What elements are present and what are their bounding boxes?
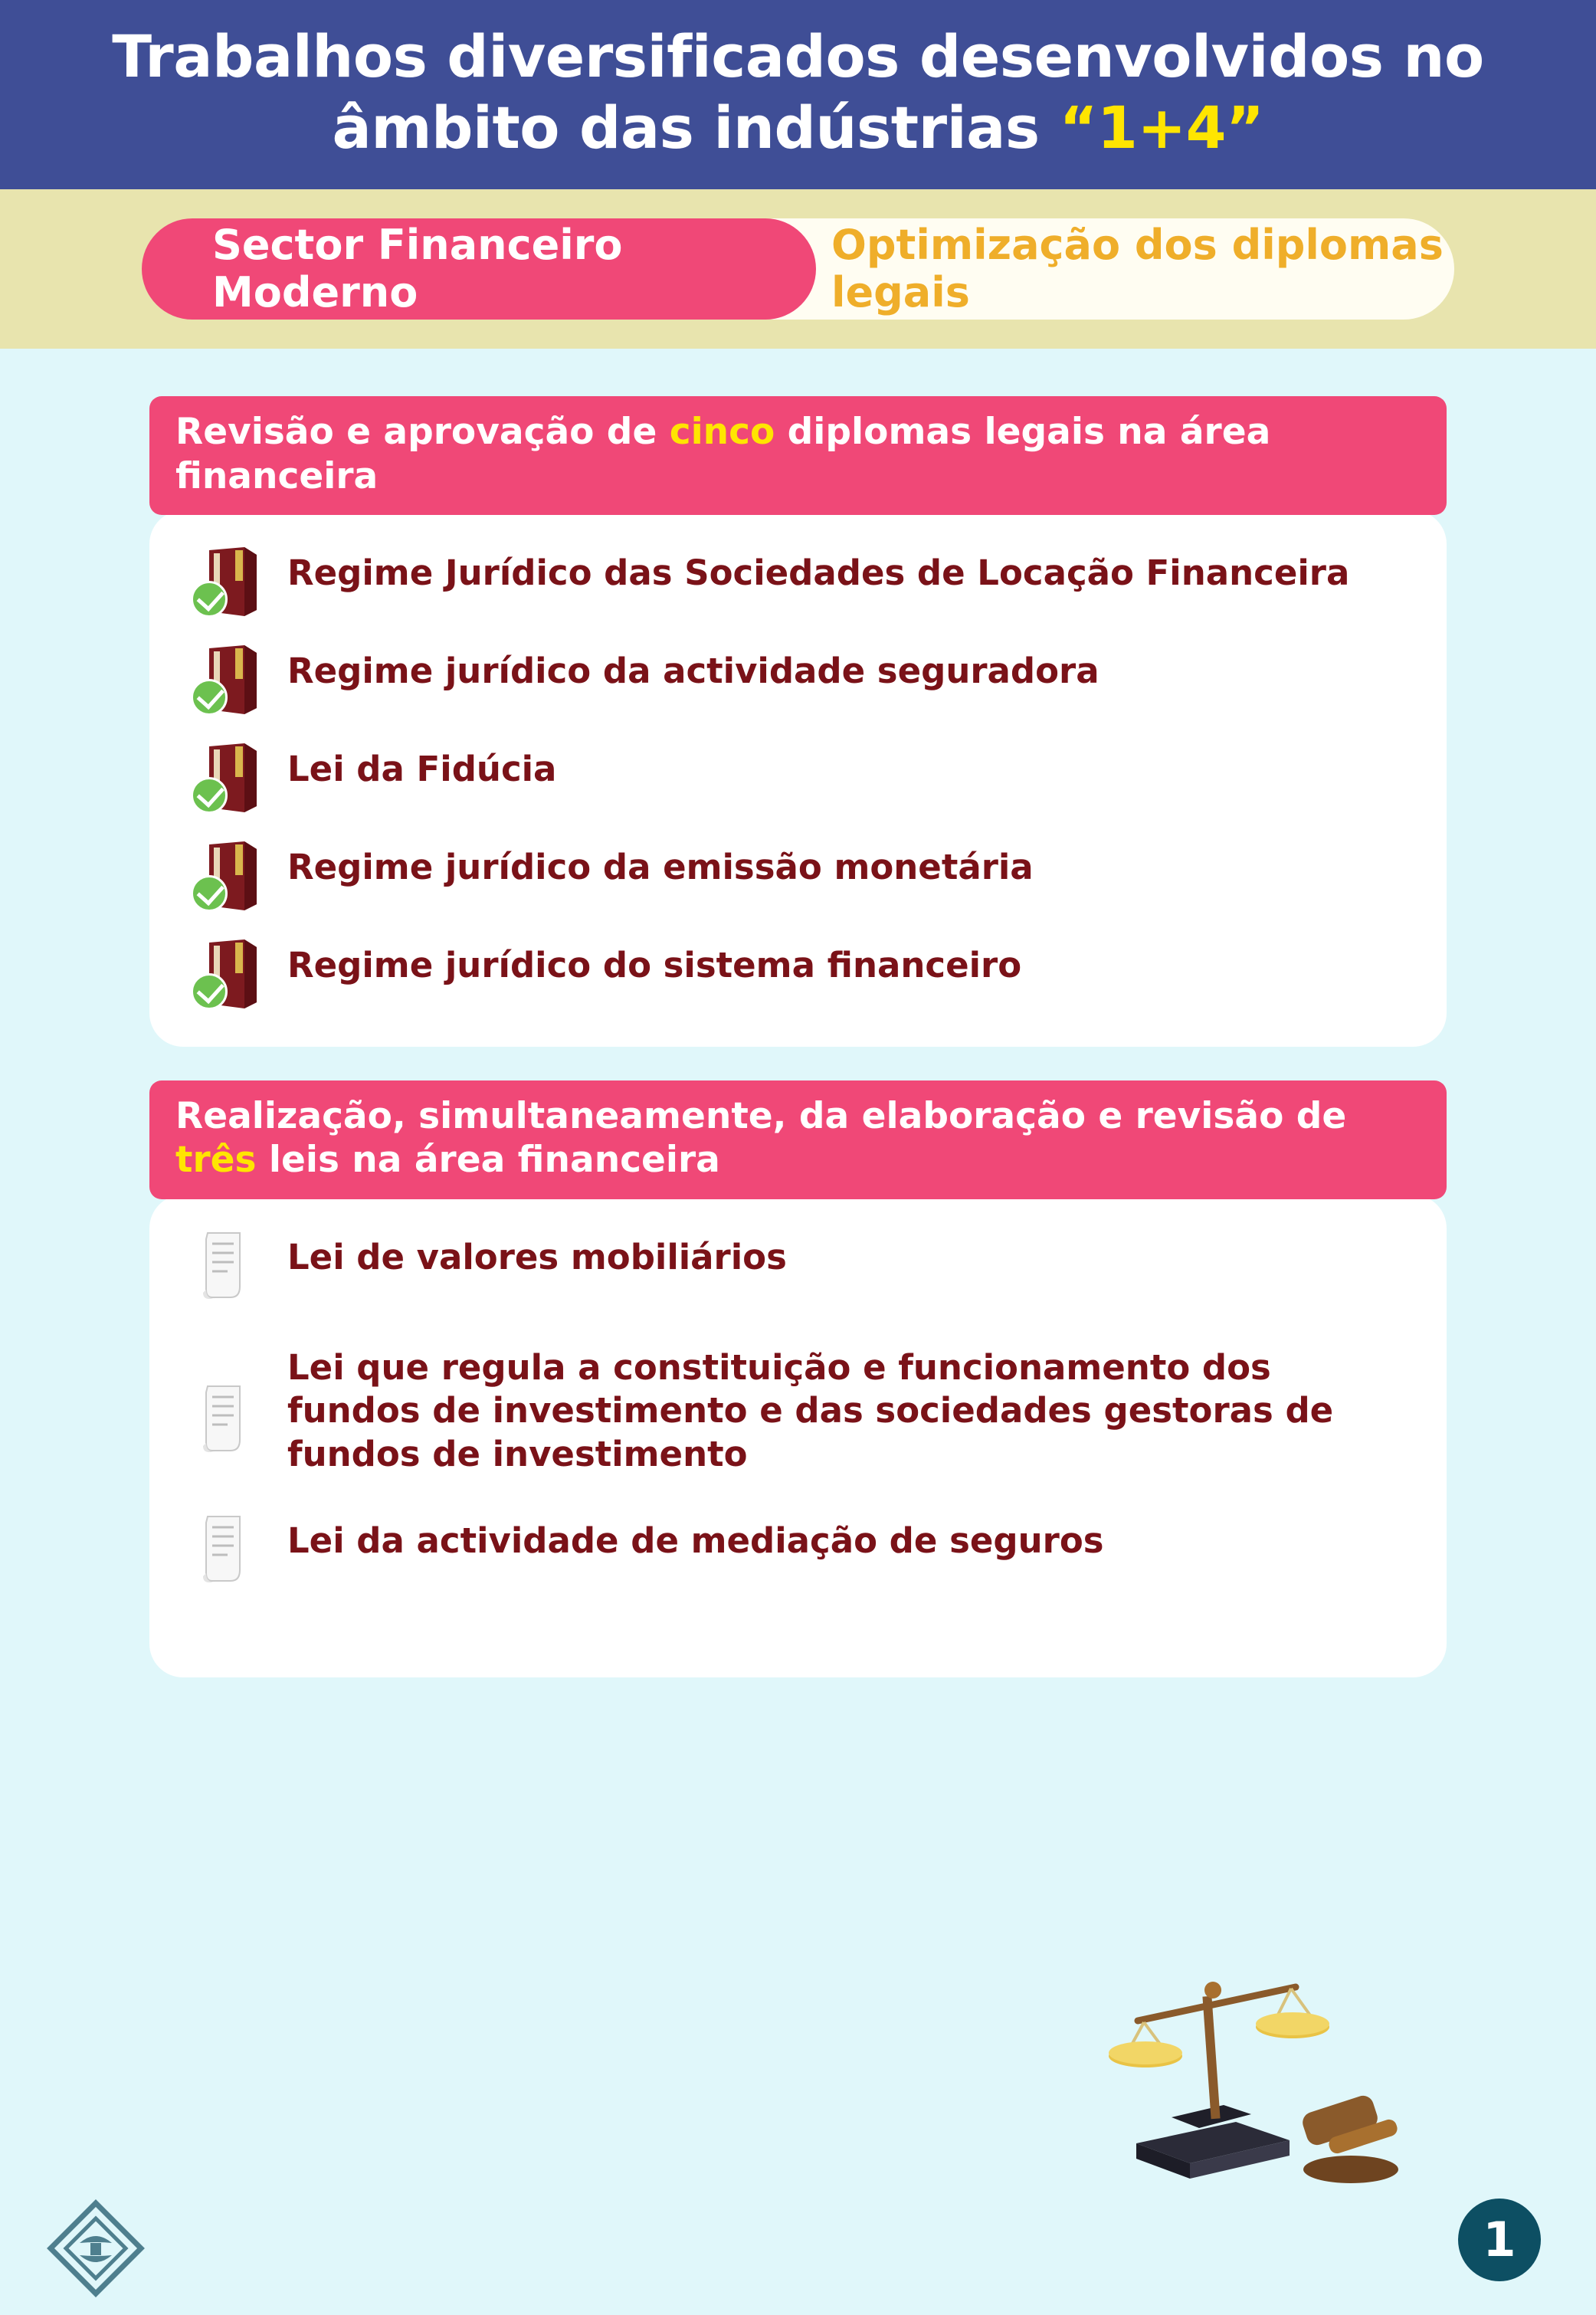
list-item <box>191 546 1405 619</box>
book-icon <box>191 938 270 1012</box>
scroll-icon <box>191 1383 270 1457</box>
page-header <box>0 0 1596 189</box>
book-icon <box>191 840 270 913</box>
check-icon <box>191 777 228 814</box>
tab-sector-financeiro-moderno[interactable] <box>142 218 816 320</box>
section2-band <box>149 1080 1447 1199</box>
scroll-icon <box>191 1230 270 1303</box>
section-elaboracao-revisao-leis <box>149 1080 1447 1677</box>
list-item-label: Regime Jurídico das Sociedades de Locação Financeira <box>287 553 1350 594</box>
list-item <box>191 742 1405 815</box>
list-item-label: Lei da actividade de mediação de seguros <box>287 1520 1104 1561</box>
list-item-label: Lei de valores mobiliários <box>287 1236 787 1277</box>
tab-optimizacao-diplomas-legais[interactable] <box>724 218 1454 320</box>
list-item-label: Lei da Fidúcia <box>287 749 557 790</box>
section2-band-highlight: três <box>175 1139 257 1182</box>
section1-card <box>149 510 1447 1047</box>
section1-band-highlight: cinco <box>669 411 775 454</box>
page-title-highlight: “1+4” <box>1059 93 1264 162</box>
tab-inactive-label: Optimização dos diplomas legais <box>831 221 1444 317</box>
check-icon <box>191 581 228 618</box>
list-item <box>191 1230 1405 1303</box>
book-icon <box>191 546 270 619</box>
page-title <box>46 21 1550 163</box>
page-title-line2: âmbito das indústrias <box>332 93 1060 162</box>
book-icon <box>191 644 270 717</box>
list-item-label: Regime jurídico da actividade seguradora <box>287 651 1100 692</box>
check-icon <box>191 679 228 716</box>
tab-active-label: Sector Financeiro Moderno <box>212 221 623 317</box>
page-body <box>0 349 1596 2315</box>
section1-band-post: diplomas legais na área financeira <box>175 411 1271 497</box>
list-item-label: Regime jurídico da emissão monetária <box>287 847 1034 888</box>
list-item-label: Lei que regula a constituição e funcionamento dos fundos de investimento e das sociedades gestoras de fundos de investimento <box>287 1346 1334 1475</box>
scroll-icon <box>191 1513 270 1587</box>
tab-bar <box>0 189 1596 349</box>
list-item-label: Regime jurídico do sistema financeiro <box>287 945 1022 986</box>
check-icon <box>191 973 228 1010</box>
government-emblem-logo <box>46 2199 146 2298</box>
list-item <box>191 1340 1405 1477</box>
list-item <box>191 644 1405 717</box>
list-item <box>191 840 1405 913</box>
page-footer <box>0 2185 1596 2315</box>
section1-band <box>149 396 1447 515</box>
section2-band-post: leis na área financeira <box>256 1139 720 1182</box>
section2-band-pre: Realização, simultaneamente, da elaboração e revisão de <box>175 1095 1347 1138</box>
check-icon <box>191 875 228 912</box>
list-item <box>191 1513 1405 1587</box>
scales-of-justice-illustration <box>1098 1940 1435 2200</box>
book-icon <box>191 742 270 815</box>
list-item <box>191 938 1405 1012</box>
page-number-badge: 1 <box>1458 2199 1541 2281</box>
section-diplomas-legais <box>149 396 1447 1047</box>
section2-card <box>149 1195 1447 1677</box>
page-title-line1: Trabalhos diversificados desenvolvidos no <box>112 22 1484 90</box>
section1-band-pre: Revisão e aprovação de <box>175 411 670 454</box>
